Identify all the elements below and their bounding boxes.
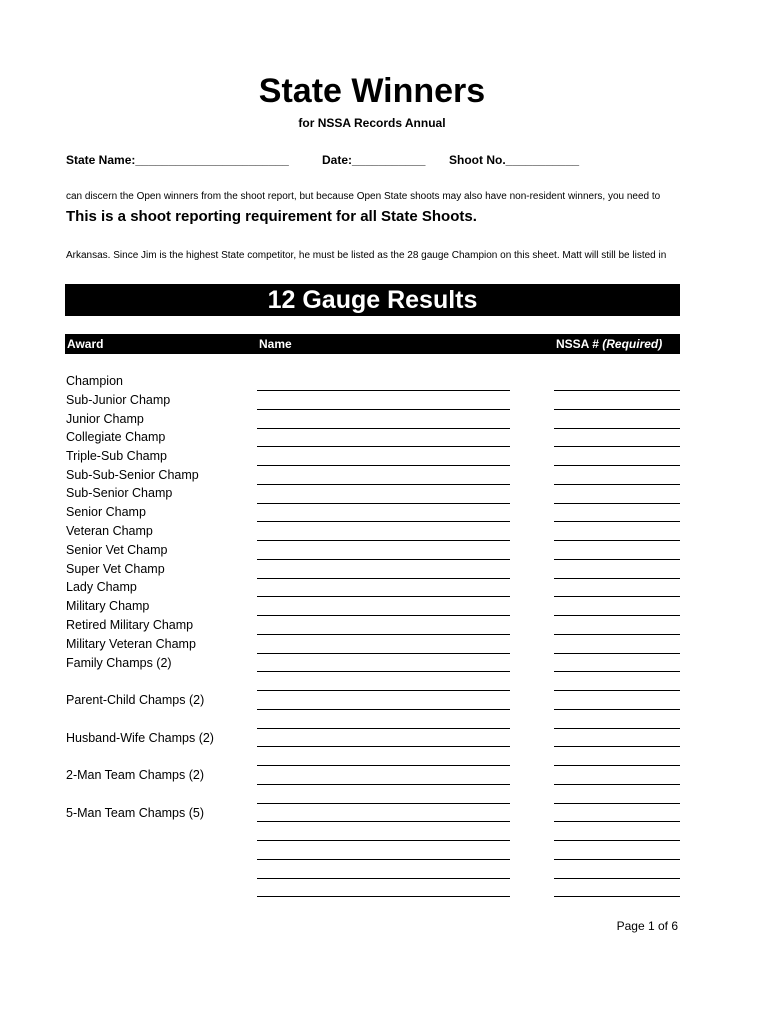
nssa-number-entry-line[interactable] <box>554 709 680 710</box>
award-label: Super Vet Champ <box>66 562 165 576</box>
name-entry-line[interactable] <box>257 465 510 466</box>
award-label: Husband-Wife Champs (2) <box>66 731 214 745</box>
nssa-number-entry-line[interactable] <box>554 390 680 391</box>
award-label: 5-Man Team Champs (5) <box>66 806 205 820</box>
nssa-number-entry-line[interactable] <box>554 821 680 822</box>
name-entry-line[interactable] <box>257 746 510 747</box>
award-label: 2-Man Team Champs (2) <box>66 768 205 782</box>
name-entry-line[interactable] <box>257 559 510 560</box>
name-entry-line[interactable] <box>257 446 510 447</box>
name-entry-line[interactable] <box>257 596 510 597</box>
name-entry-line[interactable] <box>257 503 510 504</box>
name-entry-line[interactable] <box>257 803 510 804</box>
name-entry-line[interactable] <box>257 690 510 691</box>
name-entry-line[interactable] <box>257 671 510 672</box>
award-label: Military Veteran Champ <box>66 637 196 651</box>
name-entry-line[interactable] <box>257 390 510 391</box>
name-entry-line[interactable] <box>257 521 510 522</box>
name-entry-line[interactable] <box>257 634 510 635</box>
name-entry-line[interactable] <box>257 840 510 841</box>
example-text-line: Arkansas. Since Jim is the highest State competitor, he must be listed as the 28 gauge Champion on this sheet. Matt will still be listed in <box>66 250 667 261</box>
nssa-number-entry-line[interactable] <box>554 503 680 504</box>
nssa-number-entry-line[interactable] <box>554 671 680 672</box>
nssa-number-entry-line[interactable] <box>554 896 680 897</box>
nssa-number-entry-line[interactable] <box>554 578 680 579</box>
award-label: Sub-Sub-Senior Champ <box>66 468 199 482</box>
award-label: Military Champ <box>66 599 150 613</box>
award-column-header: Award <box>67 337 104 351</box>
award-label: Lady Champ <box>66 580 137 594</box>
nssa-number-entry-line[interactable] <box>554 878 680 879</box>
award-label: Triple-Sub Champ <box>66 449 167 463</box>
award-label: Parent-Child Champs (2) <box>66 693 205 707</box>
name-entry-line[interactable] <box>257 615 510 616</box>
award-label: Collegiate Champ <box>66 430 166 444</box>
section-banner: 12 Gauge Results <box>65 284 680 316</box>
nssa-number-entry-line[interactable] <box>554 634 680 635</box>
nssa-column-header: NSSA # (Required) <box>556 337 663 351</box>
nssa-number-entry-line[interactable] <box>554 653 680 654</box>
shoot-number-field[interactable]: Shoot No.___________ <box>449 153 580 167</box>
award-label: Sub-Senior Champ <box>66 486 173 500</box>
date-field[interactable]: Date:___________ <box>322 153 426 167</box>
nssa-number-entry-line[interactable] <box>554 446 680 447</box>
name-entry-line[interactable] <box>257 896 510 897</box>
nssa-number-entry-line[interactable] <box>554 784 680 785</box>
nssa-number-entry-line[interactable] <box>554 615 680 616</box>
award-label: Family Champs (2) <box>66 656 172 670</box>
name-entry-line[interactable] <box>257 653 510 654</box>
nssa-number-entry-line[interactable] <box>554 596 680 597</box>
nssa-number-entry-line[interactable] <box>554 428 680 429</box>
nssa-number-entry-line[interactable] <box>554 540 680 541</box>
state-name-field[interactable]: State Name:_______________________ <box>66 153 289 167</box>
name-column-header: Name <box>259 337 292 351</box>
name-entry-line[interactable] <box>257 859 510 860</box>
nssa-number-entry-line[interactable] <box>554 803 680 804</box>
page-subtitle: for NSSA Records Annual <box>298 116 446 130</box>
clipped-text-fragment <box>66 242 680 248</box>
reporting-requirement: This is a shoot reporting requirement for all State Shoots. <box>66 208 477 225</box>
page-number: Page 1 of 6 <box>616 919 678 933</box>
nssa-number-entry-line[interactable] <box>554 465 680 466</box>
name-entry-line[interactable] <box>257 540 510 541</box>
award-label: Veteran Champ <box>66 524 153 538</box>
award-label: Junior Champ <box>66 412 144 426</box>
award-label: Senior Champ <box>66 505 146 519</box>
name-entry-line[interactable] <box>257 428 510 429</box>
award-label: Champion <box>66 374 123 388</box>
nssa-number-entry-line[interactable] <box>554 840 680 841</box>
nssa-number-entry-line[interactable] <box>554 765 680 766</box>
award-label: Retired Military Champ <box>66 618 194 632</box>
award-label: Sub-Junior Champ <box>66 393 171 407</box>
name-entry-line[interactable] <box>257 728 510 729</box>
intro-text-line: can discern the Open winners from the shoot report, but because Open State shoots may also have non-resident winners, you need to <box>66 191 661 202</box>
nssa-number-entry-line[interactable] <box>554 746 680 747</box>
nssa-number-entry-line[interactable] <box>554 728 680 729</box>
name-entry-line[interactable] <box>257 578 510 579</box>
nssa-number-entry-line[interactable] <box>554 690 680 691</box>
award-label: Senior Vet Champ <box>66 543 168 557</box>
name-entry-line[interactable] <box>257 709 510 710</box>
name-entry-line[interactable] <box>257 878 510 879</box>
name-entry-line[interactable] <box>257 765 510 766</box>
name-entry-line[interactable] <box>257 484 510 485</box>
nssa-number-entry-line[interactable] <box>554 521 680 522</box>
name-entry-line[interactable] <box>257 821 510 822</box>
page-title: State Winners <box>258 72 486 110</box>
name-entry-line[interactable] <box>257 784 510 785</box>
nssa-number-entry-line[interactable] <box>554 484 680 485</box>
nssa-number-entry-line[interactable] <box>554 859 680 860</box>
nssa-number-entry-line[interactable] <box>554 559 680 560</box>
nssa-number-entry-line[interactable] <box>554 409 680 410</box>
name-entry-line[interactable] <box>257 409 510 410</box>
table-header <box>65 334 680 354</box>
